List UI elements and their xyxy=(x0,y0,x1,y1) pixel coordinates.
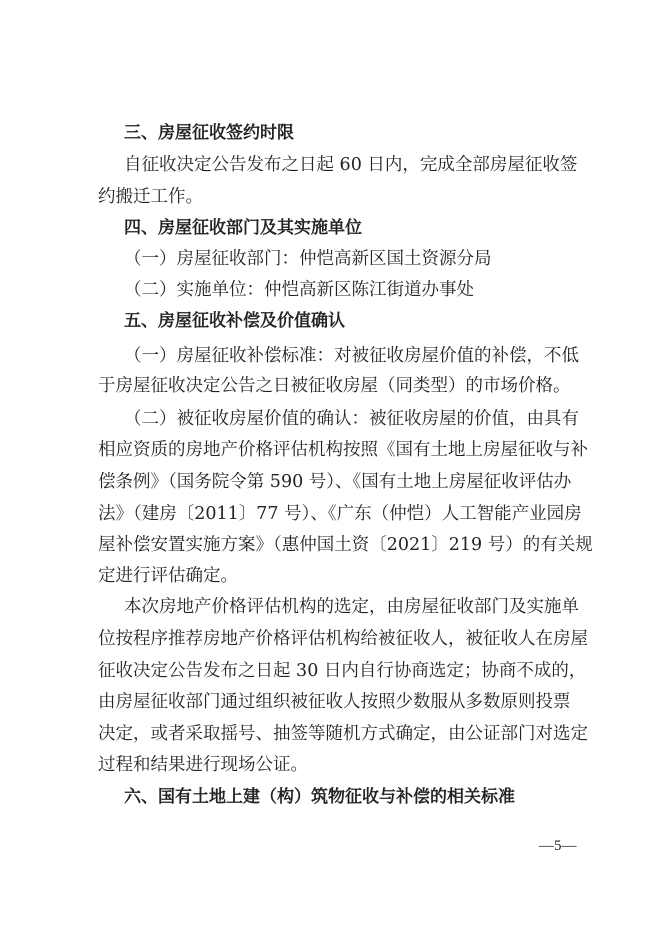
paragraph-line: 由房屋征收部门通过组织被征收人按照少数服从多数原则投票 xyxy=(98,692,571,712)
paragraph-line: 位按程序推荐房地产价格评估机构给被征收人，被征收人在房屋 xyxy=(98,629,588,649)
paragraph-line: 决定，或者采取摇号、抽签等随机方式确定，由公证部门对选定 xyxy=(98,724,588,744)
paragraph-line: 于房屋征收决定公告之日被征收房屋（同类型）的市场价格。 xyxy=(98,376,571,396)
paragraph-line: 偿条例》（国务院令第 590 号）、《国有土地上房屋征收评估办 xyxy=(98,472,572,492)
paragraph-line: 屋补偿安置实施方案》（惠仲国土资〔2021〕219 号）的有关规 xyxy=(98,535,593,555)
section-heading-4: 四、房屋征收部门及其实施单位 xyxy=(124,218,362,238)
paragraph-line: 征收决定公告发布之日起 30 日内自行协商选定；协商不成的， xyxy=(98,661,587,681)
paragraph-line: 定进行评估确定。 xyxy=(98,566,238,586)
paragraph-line: 法》（建房〔2011〕77 号）、《广东（仲恺）人工智能产业园房 xyxy=(98,504,582,524)
page-number: —5— xyxy=(539,838,577,854)
paragraph-line: 本次房地产价格评估机构的选定，由房屋征收部门及实施单 xyxy=(124,597,579,617)
paragraph-line: 相应资质的房地产价格评估机构按照《国有土地上房屋征收与补 xyxy=(98,440,588,460)
section-heading-6: 六、国有土地上建（构）筑物征收与补偿的相关标准 xyxy=(124,787,515,807)
section-heading-5: 五、房屋征收补偿及价值确认 xyxy=(124,311,345,331)
paragraph-line: （一）房屋征收补偿标准：对被征收房屋价值的补偿，不低 xyxy=(124,346,579,366)
paragraph-line: （二）实施单位：仲恺高新区陈江街道办事处 xyxy=(124,280,474,300)
paragraph-line: 自征收决定公告发布之日起 60 日内，完成全部房屋征收签 xyxy=(124,155,578,175)
paragraph-line: （二）被征收房屋价值的确认：被征收房屋的价值，由具有 xyxy=(124,409,579,429)
paragraph-line: 约搬迁工作。 xyxy=(98,187,203,207)
paragraph-line: 过程和结果进行现场公证。 xyxy=(98,755,308,775)
section-heading-3: 三、房屋征收签约时限 xyxy=(124,123,294,143)
paragraph-line: （一）房屋征收部门：仲恺高新区国土资源分局 xyxy=(124,249,492,269)
